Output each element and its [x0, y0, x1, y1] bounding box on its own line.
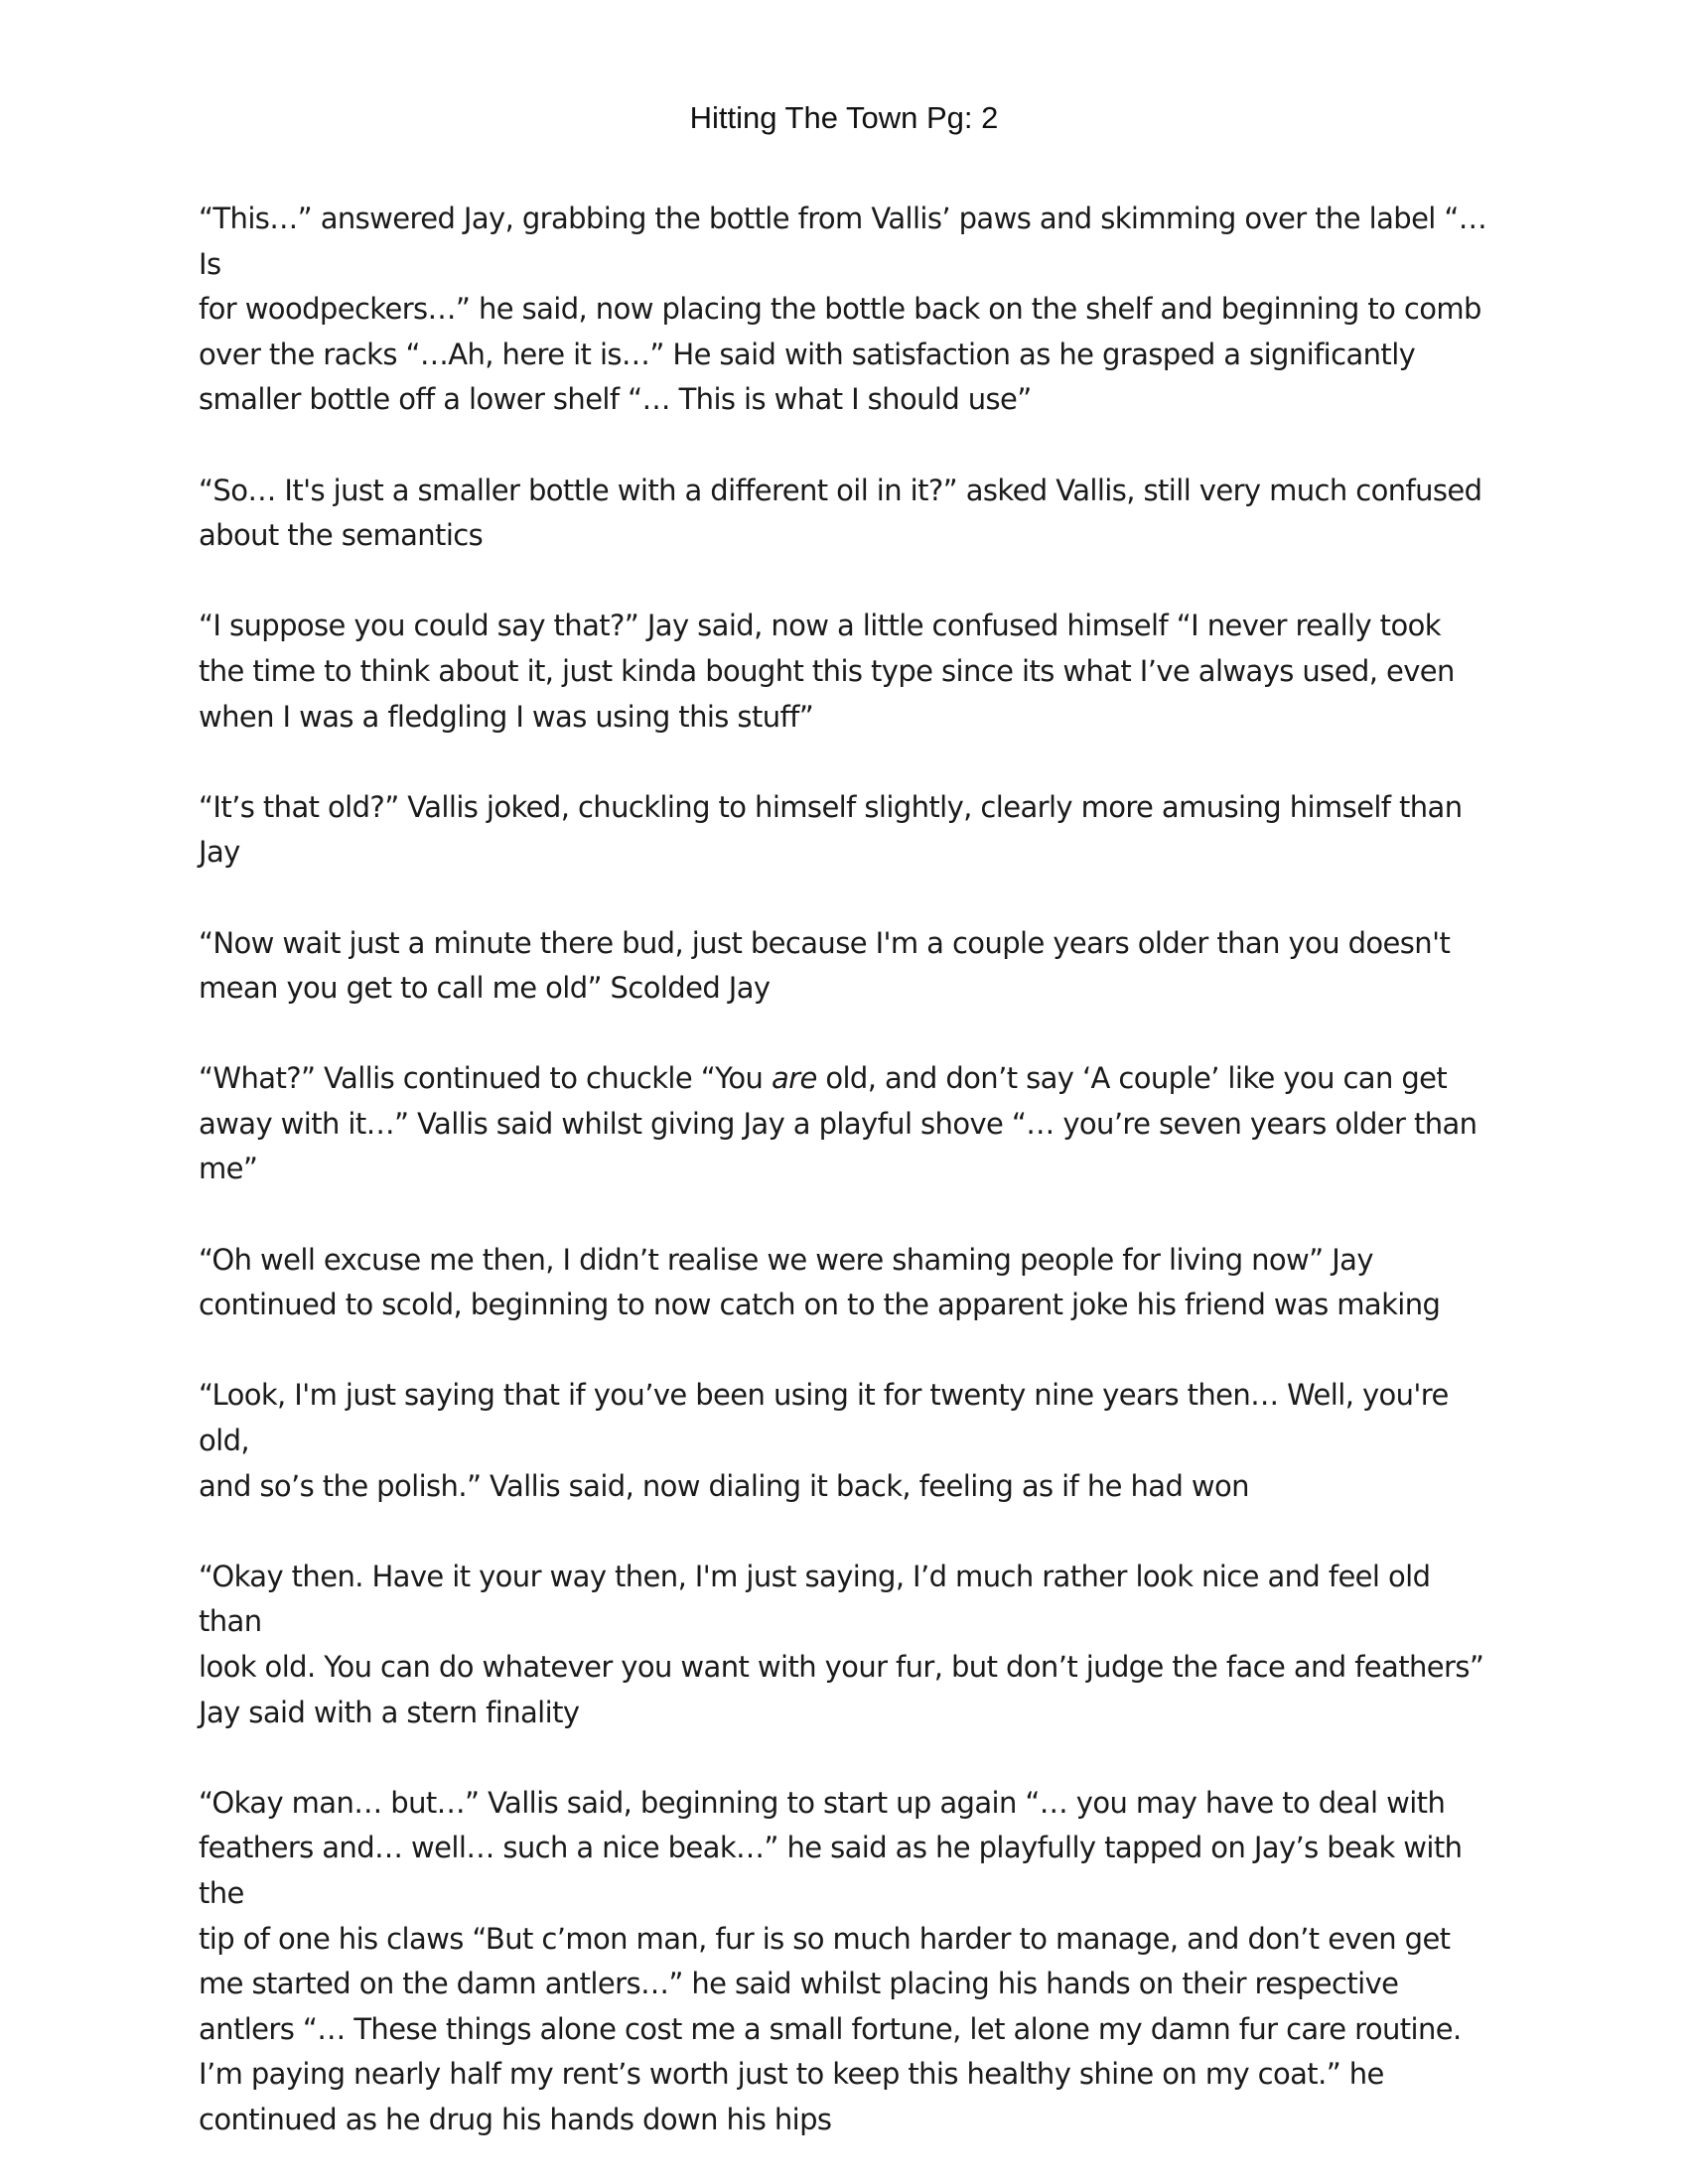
paragraph [199, 1056, 1499, 1192]
paragraph: “Oh well excuse me then, I didn’t realise we were shaming people for living now” Jay continued to scold, beginning to now catch on to the apparent joke his friend was making [199, 1242, 1441, 1322]
paragraph: “It’s that old?” Vallis joked, chuckling to himself slightly, clearly more amusing himself than Jay [199, 789, 1463, 870]
emphasized-word: are [771, 1061, 817, 1096]
paragraph-text-start: “What?” Vallis continued to chuckle “You [199, 1061, 772, 1096]
story-body [199, 197, 1499, 2143]
page-header: Hitting The Town Pg: 2 [689, 100, 999, 135]
paragraph: “Look, I'm just saying that if you’ve been using it for twenty nine years then… Well, you're old, and so’s the polish.” Vallis said, now dialing it back, feeling as if he had won [199, 1378, 1449, 1503]
paragraph: “Okay then. Have it your way then, I'm just saying, I’d much rather look nice and feel old than look old. You can do whatever you want with your fur, but don’t judge the face and feathers” Jay said with a stern finality [199, 1559, 1484, 1729]
paragraph: “Now wait just a minute there bud, just because I'm a couple years older than you doesn't mean you get to call me old” Scolded Jay [199, 925, 1451, 1006]
paragraph-text-end: old, and don’t say ‘A couple’ like you can get away with it…” Vallis said whilst giving Jay a playful shove “… you’re seven years older than me” [199, 1061, 1477, 1186]
paragraph: “I suppose you could say that?” Jay said, now a little confused himself “I never really took the time to think about it, just kinda bought this type since its what I’ve always used, even when I was a fledgling I was using this stuff” [199, 609, 1455, 734]
paragraph: “This…” answered Jay, grabbing the bottle from Vallis’ paws and skimming over the label “… Is for woodpeckers…” he said, now placing the bottle back on the shelf and beginning to comb over the racks “…Ah, here it is…” He said with satisfaction as he grasped a significantly smaller bottle off a lower shelf “… This is what I should use” [199, 202, 1487, 417]
paragraph: “So… It's just a smaller bottle with a different oil in it?” asked Vallis, still very much confused about the semantics [199, 473, 1482, 553]
paragraph: “Okay man… but…” Vallis said, beginning to start up again “… you may have to deal with feathers and… well… such a nice beak…” he said as he playfully tapped on Jay’s beak with the tip of one his claws “But c’mon man, fur is so much harder to manage, and don’t even get me started on the damn antlers…” he said whilst placing his hands on their respective antlers “… These things alone cost me a small fortune, let alone my damn fur care routine. I’m paying nearly half my rent’s worth just to keep this healthy shine on my coat.” he continued as he drug his hands down his hips [199, 1785, 1463, 2136]
